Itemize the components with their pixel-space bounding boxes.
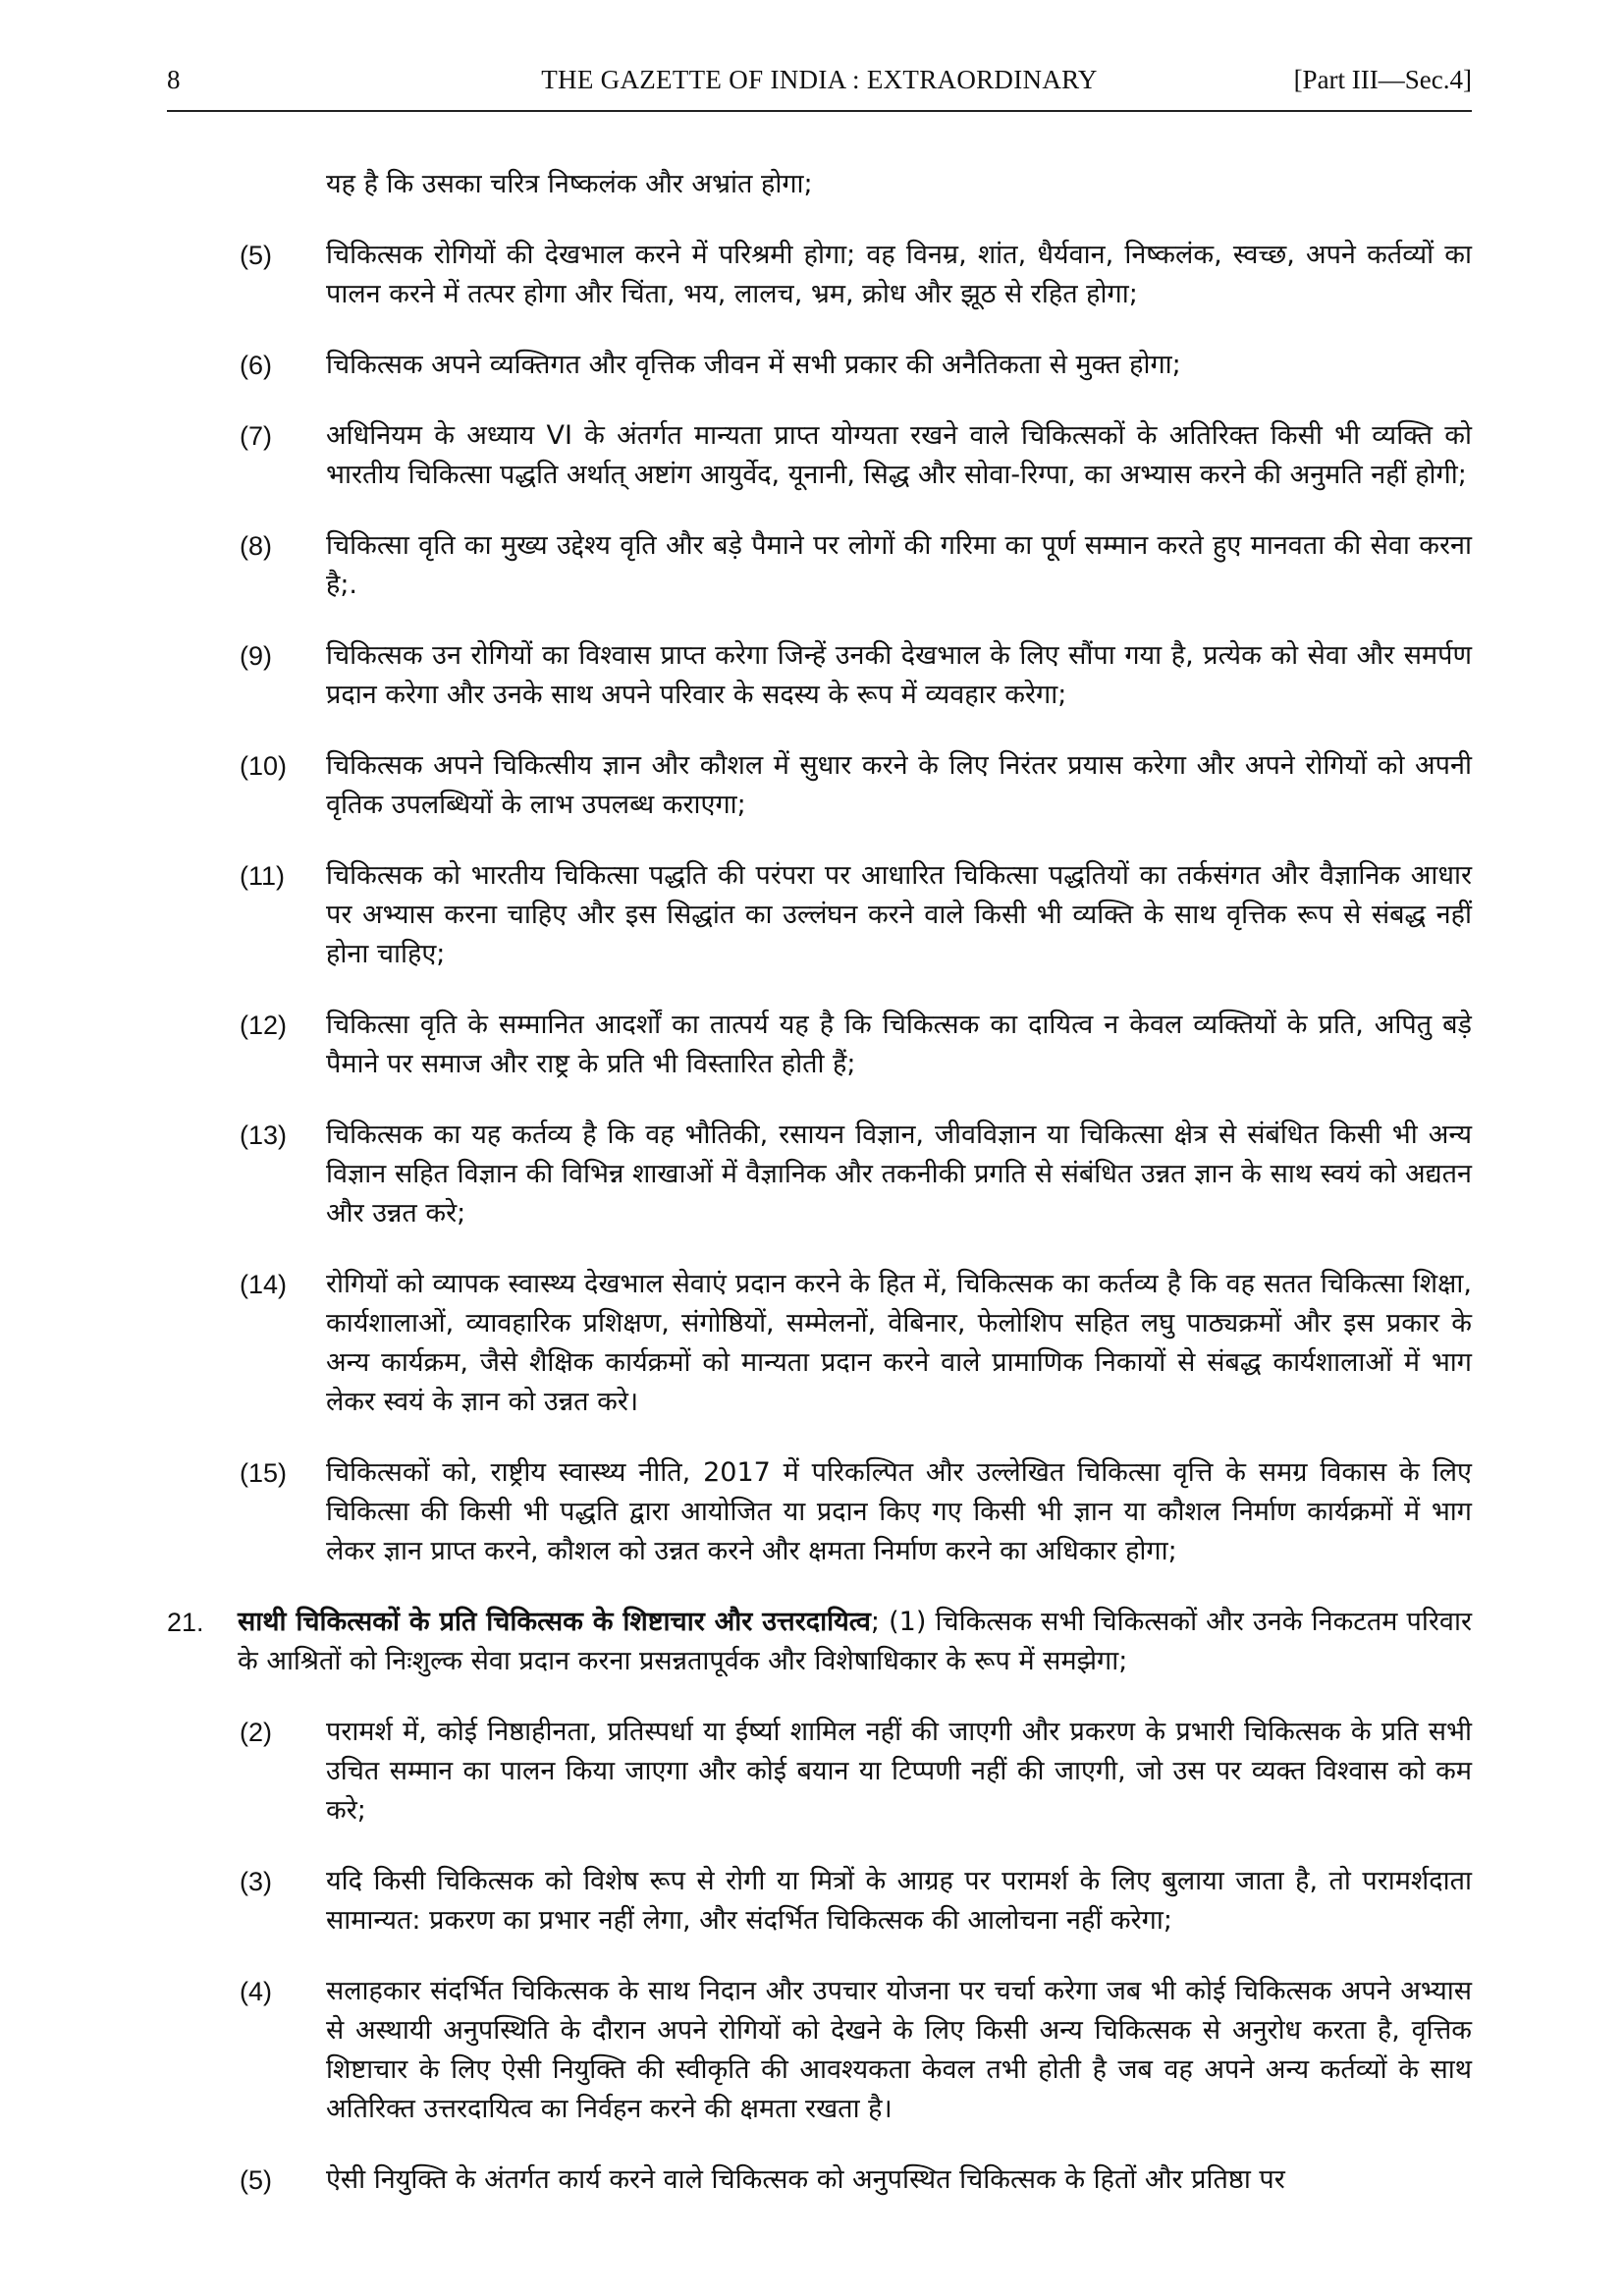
clause-number: (5)	[240, 241, 272, 270]
clause-text: चिकित्सक अपने व्यक्तिगत और वृत्तिक जीवन में सभी प्रकार की अनैतिकता से मुक्त होगा;	[326, 350, 1181, 380]
subclause-text: परामर्श में, कोई निष्ठाहीनता, प्रतिस्पर्धा या ईर्ष्या शामिल नहीं की जाएगी और प्रकरण के प्रभारी चिकित्सक के प्रति सभी उचित सम्मान का पालन किया जाएगा और कोई बयान या टिप्पणी नहीं की जाएगी, जो उस पर व्यक्त विश्वास को कम करे;	[326, 1717, 1472, 1826]
clause	[167, 1116, 1472, 1233]
subclause	[167, 1713, 1472, 1831]
clause-number: (7)	[240, 421, 272, 451]
section-21-clause-1: ; (1) चिकित्सक सभी चिकित्सकों और उनके निकटतम परिवार के आश्रितों को निःशुल्क सेवा प्रदान करना प्रसन्नतापूर्वक और विशेषाधिकार के रूप में समझेगा;	[238, 1607, 1472, 1676]
clause	[167, 746, 1472, 825]
clause-text: चिकित्सकों को, राष्ट्रीय स्वास्थ्य नीति, 2017 में परिकल्पित और उल्लेखित चिकित्सा वृत्ति के समग्र विकास के लिए चिकित्सा की किसी भी पद्धति द्वारा आयोजित या प्रदान किए गए किसी भी ज्ञान या कौशल निर्माण कार्यक्रमों में भाग लेकर ज्ञान प्राप्त करने, कौशल को उन्नत करने और क्षमता निर्माण करने का अधिकार होगा;	[326, 1457, 1472, 1566]
subclause-number: (3)	[240, 1867, 272, 1896]
section-number: 21.	[167, 1608, 204, 1637]
clause	[167, 346, 1472, 385]
clause-number: (15)	[240, 1458, 288, 1488]
page-body	[167, 165, 1472, 2200]
section-21-text	[238, 1603, 1472, 1681]
subclause-text: ऐसी नियुक्ति के अंतर्गत कार्य करने वाले चिकित्सक को अनुपस्थित चिकित्सक के हितों और प्रतिष्ठा पर	[326, 2164, 1285, 2195]
gazette-title: THE GAZETTE OF INDIA : EXTRAORDINARY	[541, 65, 1098, 94]
page-header	[167, 59, 1472, 112]
clause	[167, 1006, 1472, 1084]
subclause-number: (4)	[240, 1977, 272, 2006]
clause-text: चिकित्सक रोगियों की देखभाल करने में परिश्रमी होगा; वह विनम्र, शांत, धैर्यवान, निष्कलंक, स्वच्छ, अपने कर्तव्यों का पालन करने में तत्पर होगा और चिंता, भय, लालच, भ्रम, क्रोध और झूठ से रहित होगा;	[326, 240, 1472, 309]
clause	[167, 1453, 1472, 1571]
subclause-text: सलाहकार संदर्भित चिकित्सक के साथ निदान और उपचार योजना पर चर्चा करेगा जब भी कोई चिकित्सक अपने अभ्यास से अस्थायी अनुपस्थिति के दौरान अपने रोगियों को देखने के लिए किसी अन्य चिकित्सक से अनुरोध करता है, वृत्तिक शिष्टाचार के लिए ऐसी नियुक्ति की स्वीकृति की आवश्यकता केवल तभी होती है जब वह अपने अन्य कर्तव्यों के साथ अतिरिक्त उत्तरदायित्व का निर्वहन करने की क्षमता रखता है।	[326, 1976, 1472, 2124]
subclause	[167, 1972, 1472, 2129]
subclause-number: (5)	[240, 2165, 272, 2195]
clause-text: रोगियों को व्यापक स्वास्थ्य देखभाल सेवाएं प्रदान करने के हित में, चिकित्सक का कर्तव्य है कि वह सतत चिकित्सा शिक्षा, कार्यशालाओं, व्यावहारिक प्रशिक्षण, संगोष्ठियों, सम्मेलनों, वेबिनार, फेलोशिप सहित लघु पाठ्यक्रमों और इस प्रकार के अन्य कार्यक्रम, जैसे शैक्षिक कार्यक्रमों को मान्यता प्रदान करने वाले प्रामाणिक निकायों से संबद्ध कार्यशालाओं में भाग लेकर स्वयं के ज्ञान को उन्नत करे।	[326, 1269, 1472, 1417]
clause	[167, 856, 1472, 974]
clause-text: चिकित्सा वृति का मुख्य उद्देश्य वृति और बड़े पैमाने पर लोगों की गरिमा का पूर्ण सम्मान करते हुए मानवता की सेवा करना है;.	[326, 530, 1472, 600]
clause-number: (13)	[240, 1121, 288, 1150]
clause	[167, 236, 1472, 314]
clause	[167, 636, 1472, 715]
section-21	[167, 1603, 1472, 1681]
clause-text: चिकित्सक को भारतीय चिकित्सा पद्धति की परंपरा पर आधारित चिकित्सा पद्धतियों का तर्कसंगत और वैज्ञानिक आधार पर अभ्यास करना चाहिए और इस सिद्धांत का उल्लंघन करने वाले किसी भी व्यक्ति के साथ वृत्तिक रूप से संबद्ध नहीं होना चाहिए;	[326, 860, 1472, 969]
subclause-text: यदि किसी चिकित्सक को विशेष रूप से रोगी या मित्रों के आग्रह पर परामर्श के लिए बुलाया जाता है, तो परामर्शदाता सामान्यत: प्रकरण का प्रभार नहीं लेगा, और संदर्भित चिकित्सक की आलोचना नहीं करेगा;	[326, 1866, 1472, 1936]
subclause-number: (2)	[240, 1718, 272, 1747]
clause-text: अधिनियम के अध्याय VI के अंतर्गत मान्यता प्राप्त योग्यता रखने वाले चिकित्सकों के अतिरिक्त किसी भी व्यक्ति को भारतीय चिकित्सा पद्धति अर्थात् अष्टांग आयुर्वेद, यूनानी, सिद्ध और सोवा-रिग्पा, का अभ्यास करने की अनुमति नहीं होगी;	[326, 420, 1472, 490]
clause-text: चिकित्सक का यह कर्तव्य है कि वह भौतिकी, रसायन विज्ञान, जीवविज्ञान या चिकित्सा क्षेत्र से संबंधित किसी भी अन्य विज्ञान सहित विज्ञान की विभिन्न शाखाओं में वैज्ञानिक और तकनीकी प्रगति से संबंधित उन्नत ज्ञान के साथ स्वयं को अद्यतन और उन्नत करे;	[326, 1120, 1472, 1229]
part-section: [Part III—Sec.4]	[1293, 65, 1472, 94]
clause-number: (8)	[240, 531, 272, 561]
clause	[167, 1265, 1472, 1422]
clause-number: (6)	[240, 351, 272, 380]
clause-number: (14)	[240, 1270, 288, 1299]
clause	[167, 416, 1472, 495]
clause-text: चिकित्सा वृति के सम्मानित आदर्शों का तात्पर्य यह है कि चिकित्सक का दायित्व न केवल व्यक्तियों के प्रति, अपितु बड़े पैमाने पर समाज और राष्ट्र के प्रति भी विस्तारित होती हैं;	[326, 1010, 1472, 1079]
clause-number: (9)	[240, 641, 272, 671]
clause-number: (11)	[240, 861, 286, 891]
clause	[167, 526, 1472, 605]
continuation-text: यह है कि उसका चरित्र निष्कलंक और अभ्रांत होगा;	[326, 169, 813, 199]
section-heading: साथी चिकित्सकों के प्रति चिकित्सक के शिष्टाचार और उत्तरदायित्व	[238, 1607, 871, 1637]
clause-number: (10)	[240, 751, 288, 781]
subclause	[167, 1862, 1472, 1941]
clause-text: चिकित्सक उन रोगियों का विश्वास प्राप्त करेगा जिन्हें उनकी देखभाल के लिए सौंपा गया है, प्रत्येक को सेवा और समर्पण प्रदान करेगा और उनके साथ अपने परिवार के सदस्य के रूप में व्यवहार करेगा;	[326, 640, 1472, 710]
subclause	[167, 2160, 1472, 2200]
clause-text: चिकित्सक अपने चिकित्सीय ज्ञान और कौशल में सुधार करने के लिए निरंतर प्रयास करेगा और अपने रोगियों को अपनी वृतिक उपलब्धियों के लाभ उपलब्ध कराएगा;	[326, 750, 1472, 820]
page-number: 8	[167, 65, 181, 94]
clause-number: (12)	[240, 1011, 288, 1040]
